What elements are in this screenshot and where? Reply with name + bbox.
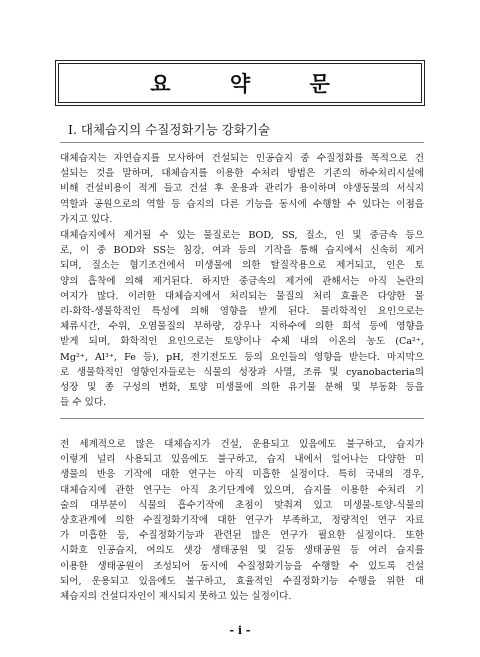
paragraph-line: 역할과 공원으로의 역할 등 습지의 다른 기능을 동시에 수행할 수 있다는 이점을	[60, 198, 424, 210]
paragraph-3	[60, 437, 424, 604]
paragraph-line: 이용한 생태공원이 조성되어 동시에 수질정화기능을 수행할 수 있도록 건설	[60, 560, 424, 572]
paragraph-line: Mg²⁺, Al³⁺, Fe 등), pH, 전기전도도 등의 요인들의 영향을 받는다. 마지막으	[60, 351, 424, 363]
paragraph-line: 되어, 운용되고 있음에도 불구하고, 효율적인 수질정화기능 수행을 위한 대	[60, 575, 424, 587]
paragraph-line: 리-화학-생물학적인 특성에 의해 영향을 받게 된다. 물리학적인 요인으로는	[60, 306, 424, 318]
paragraph-line: 시화호 인공습지, 여의도 샛강 생태공원 및 길동 생태공원 등 여러 습지를	[60, 545, 424, 557]
paragraph-line: 대체습지에서 제거될 수 있는 물질로는 BOD, SS, 질소, 인 및 중금속 등으	[60, 230, 424, 241]
paragraph-line: 체류시간, 수위, 오염물질의 부하량, 강우나 지하수에 의한 희석 등에 영향을	[60, 321, 424, 333]
paragraph-line: 가지고 있다.	[60, 213, 113, 225]
paragraph-line: 되며, 질소는 혐기조건에서 미생물에 의한 탈질작용으로 제거되고, 인은 토	[60, 260, 424, 272]
paragraph-1	[60, 151, 424, 227]
paragraph-line: 설되는 것을 말하며, 대체습지를 이용한 수처리 방법은 기존의 하수처리시설에	[60, 168, 424, 180]
paragraph-line: 전 세계적으로 많은 대체습지가 건설, 운용되고 있음에도 불구하고, 습지가	[60, 439, 424, 450]
paragraph-line: 상호관계에 의한 수질정화기작에 대한 연구가 부족하고, 정량적인 연구 자료	[60, 515, 424, 527]
paragraph-line: 술의 대부분이 식물의 흡수기작에 초점이 맞춰져 있고 미생물-토양-식물의	[60, 499, 424, 511]
paragraph-line: 받게 되며, 화학적인 요인으로는 토양이나 수체 내의 이온의 농도 (Ca²⁺,	[60, 336, 424, 348]
paragraph-line: 비해 건설비용이 적게 들고 건설 후 운용과 관리가 용이하며 야생동물의 서식지	[60, 183, 424, 195]
page-number: - i -	[229, 624, 251, 637]
paragraph-line: 들 수 있다.	[60, 397, 107, 409]
paragraph-line: 성장 및 종 구성의 변화, 토양 미생물에 의한 유기물 분해 및 부동화 등을	[60, 382, 424, 394]
summary-title-box	[58, 63, 422, 103]
paragraph-divider	[60, 418, 424, 419]
paragraph-line: 대체습지에 관한 연구는 아직 초기단계에 있으며, 습지를 이용한 수처리 기	[60, 484, 424, 496]
summary-title: 요 약 문	[150, 72, 356, 96]
paragraph-line: 로, 이 중 BOD와 SS는 침강, 여과 등의 기작을 통해 습지에서 신속히 제거	[60, 245, 424, 257]
section-divider	[60, 142, 424, 143]
paragraph-line: 여지가 많다. 이러한 대체습지에서 처리되는 물질의 처리 효율은 다양한 물	[60, 290, 424, 302]
paragraph-2	[60, 228, 424, 410]
paragraph-line: 이렇게 널리 사용되고 있음에도 불구하고, 습지 내에서 일어나는 다양한 미	[60, 454, 424, 466]
paragraph-line: 생물의 반응 기작에 대한 연구는 아직 미흡한 실정이다. 특히 국내의 경우,	[60, 469, 424, 481]
paragraph-line: 체습지의 건설디자인이 제시되지 못하고 있는 실정이다.	[60, 591, 292, 603]
paragraph-line: 가 미흡한 등, 수질정화기능과 관련된 많은 연구가 필요한 실정이다. 또한	[60, 530, 424, 542]
paragraph-line: 로 생물학적인 영향인자들로는 식물의 성장과 사멸, 조류 및 cyanobacteria의	[60, 366, 424, 378]
paragraph-line: 양의 흡착에 의해 제거된다. 하지만 중금속의 제거에 관해서는 아직 논란의	[60, 275, 424, 287]
paragraph-line: 대체습지는 자연습지를 모사하여 건설되는 인공습지 중 수질정화를 목적으로 건	[60, 153, 424, 164]
section-heading: Ⅰ. 대체습지의 수질정화기능 강화기술	[68, 122, 270, 137]
